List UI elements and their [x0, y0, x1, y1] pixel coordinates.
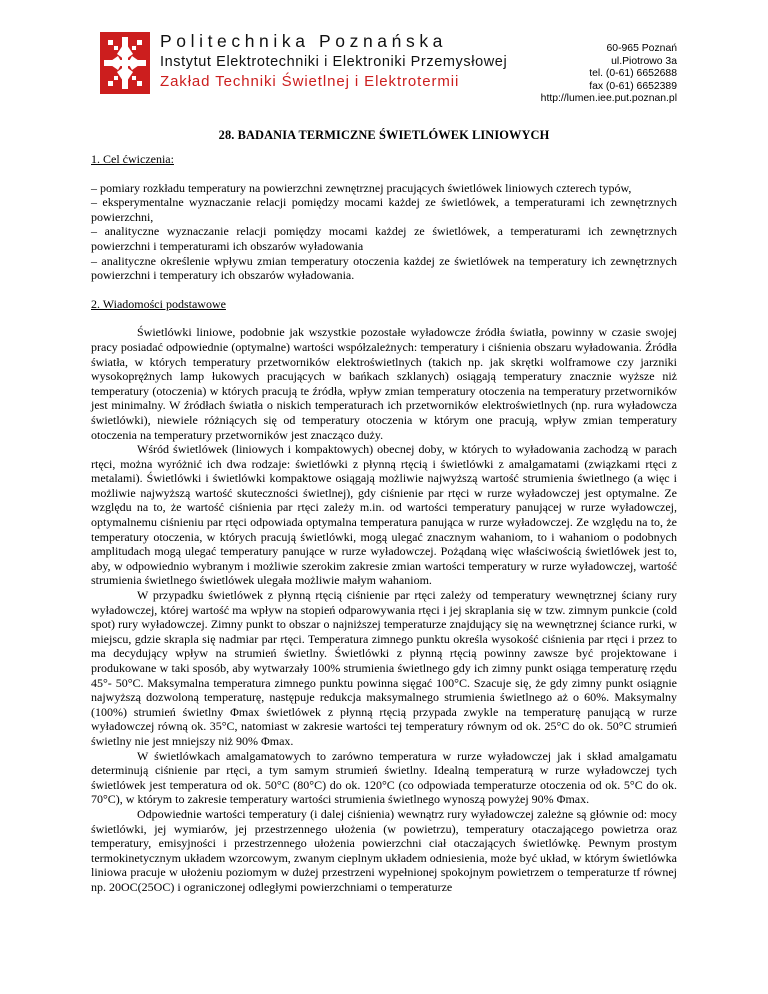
goal-item: – pomiary rozkładu temperatury na powierzchni zewnętrznej pracujących świetlówek liniowych czterech typów, [91, 180, 632, 195]
section-heading-goals: 1. Cel ćwiczenia: [91, 152, 174, 166]
department-name: Zakład Techniki Świetlnej i Elektrotermii [160, 73, 460, 90]
institution-name [160, 30, 530, 92]
contact-street: ul.Piotrowo 3a [611, 55, 677, 67]
contact-block [541, 43, 677, 106]
goal-item: – eksperymentalne wyznaczanie relacji pomiędzy mocami każdej ze świetlówek, a temperaturami ich zewnętrznych powierzchni, [91, 195, 677, 224]
body-paragraph: W przypadku świetlówek z płynną rtęcią ciśnienie par rtęci zależy od temperatury wewnętrznej ściany rury wyładowczej, której wartość ma wpływ na stopień odparowywania rtęci i jej skraplania się w tzw. zimnym punkcie (cold spot) rury wyładowczej. Zimny punkt to obszar o najniższej temperaturze znajdujący się na wewnętrznej ściance rurki, w miejscu, gdzie skrapla się nadmiar par rtęci. Temperatura zimnego punktu określa wysokość ciśnienia par rtęci i przez to ma decydujący wpływ na strumień świetlny. Świetlówki z płynną rtęcią powinny zawsze być projektowane i produkowane w taki sposób, aby wytwarzały 100% strumienia świetlnego gdy ich zimny punkt osiąga temperaturę rzędu 45°- 50°C. Maksymalna temperatura zimnego punktu powinna sięgać 100°C. Szacuje się, że gdy zimny punkt osiągnie najwyższą dozwoloną temperaturę, następuje redukcja maksymalnego strumienia świetlnego aż o 60%. Maksymalny (100%) strumień świetlny Φmax świetlówek z płynną rtęcią przypada zwykle na temperaturę panującą w rurze wyładowczej równą ok. 35°C, natomiast w zakresie wartości tej temperatury równym od ok. 25°C do ok. 50°C strumień świetlny nie jest mniejszy niż 90% Φmax. [91, 588, 677, 748]
body-paragraph: Świetlówki liniowe, podobnie jak wszystkie pozostałe wyładowcze źródła światła, powinny w czasie swojej pracy posiadać odpowiednie (optymalne) wartości współzależnych: temperatury i ciśnienia obszaru wyładowania. Źródła światła, w których temperatury przetworników elektroświetlnych (takich np. jak skrętki wolframowe czy jarzniki wysokoprężnych lamp łukowych pracujących w bańkach szklanych) osiągają temperatury znacznie wyższe niż temperatury (otoczenia) w których pracują te źródła, wpływ zmian temperatury otoczenia na temperatury przetworników jest minimalny. W źródłach światła o niskich temperaturach ich przetworników elektroświetlnych (np. rura wyładowcza świetlówki), niewiele różniących się od temperatury otoczenia w którym one pracują, wpływ zmian temperatury otoczenia na temperatury przetworników jest znacząco duży. [91, 325, 677, 442]
contact-website-link[interactable]: http://lumen.iee.put.poznan.pl [540, 93, 677, 105]
contact-fax: fax (0-61) 6652389 [589, 80, 677, 92]
contact-phone: tel. (0-61) 6652688 [589, 68, 677, 80]
body-paragraph: Wśród świetlówek (liniowych i kompaktowych) obecnej doby, w których to wyładowania zachodzą w parach rtęci, można wyróżnić ich dwa rodzaje: świetlówki z płynną rtęcią i świetlówki z amalgamatami (związkami rtęci z metalami). Świetlówki i świetlówki kompaktowe osiągają możliwie najwyższą wartość strumienia świetlnego (a więc i możliwie najwyższą wartość skuteczności świetlnej), gdy ciśnienie par rtęci w rurze wyładowczej jest optymalne. Ze względu na to, że wartość ciśnienia par rtęci zależy m.in. od wartości temperatury panującej w rurze wyładowczej, optymalnemu ciśnieniu par rtęci odpowiada optymalna temperatura panująca w rurze wyładowczej. Ze względu na to, że temperatury otoczenia, w których pracują świetlówki, mogą ulegać znacznym wahaniom, to i wahaniom o podobnych amplitudach mogą ulegać temperatury panujące w rurze wyładowczej. Pożądaną więc właściwością świetlówek jest to, aby, w odpowiednio wybranym i możliwie szerokim zakresie zmian wartości temperatury w rurze wyładowczej, wartość strumienia świetlnego świetlówek ulegała możliwie małym wahaniom. [91, 442, 677, 588]
document-body [91, 152, 677, 895]
section-heading-basics: 2. Wiadomości podstawowe [91, 296, 226, 311]
goal-item: – analityczne wyznaczanie relacji pomiędzy mocami każdej ze świetlówek, a temperaturami ich zewnętrznych powierzchni i temperaturami ich obszarów wyładowania [91, 224, 677, 253]
university-logo-icon [100, 32, 150, 94]
logo-emblem-icon [100, 32, 150, 94]
goal-item: – analityczne określenie wpływu zmian temperatury otoczenia każdej ze świetlówek na temperatury ich zewnętrznych powierzchni i temperatury ich obszarów wyładowania. [91, 253, 677, 283]
body-paragraph: Odpowiednie wartości temperatury (i dalej ciśnienia) wewnątrz rury wyładowczej zależne są głównie od: mocy świetlówki, jej wymiarów, jej przestrzennego ułożenia (w powietrzu), temperatury otaczającego powietrza oraz temperatury, emisyjności i przestrzennego ułożenia powierzchni ciał otaczających świetlówkę. Pewnym prostym termokinetycznym układem wzorcowym, zwanym cieplnym układem odniesienia, może być układ, w którym świetlówka liniowa pracuje w ułożeniu poziomym w dużej przestrzeni wypełnionej spokojnym powietrzem o temperaturze tf równej np. 20OC(25OC) i ograniczonej odległymi powierzchniami o temperaturze [91, 806, 677, 894]
document-title: 28. BADANIA TERMICZNE ŚWIETLÓWEK LINIOWYCH [218, 128, 550, 142]
contact-postcode: 60-965 Poznań [606, 43, 677, 54]
institute-name: Instytut Elektrotechniki i Elektroniki Przemysłowej [160, 54, 508, 70]
university-name: Politechnika Poznańska [160, 31, 448, 51]
body-paragraph: W świetlówkach amalgamatowych to zarówno temperatura w rurze wyładowczej jak i skład amalgamatu determinują ciśnienie par rtęci, a tym samym strumień świetlny. Idealną temperaturą w rurze wyładowczej tych świetlówek jest temperatura od ok. 50°C (80°C) do ok. 120°C (co odpowiada temperaturze otoczenia od ok. 5°C do ok. 70°C), w którym to zakresie temperatury wartości strumienia świetlnego wynoszą powyżej 90% Φmax. [91, 748, 677, 807]
